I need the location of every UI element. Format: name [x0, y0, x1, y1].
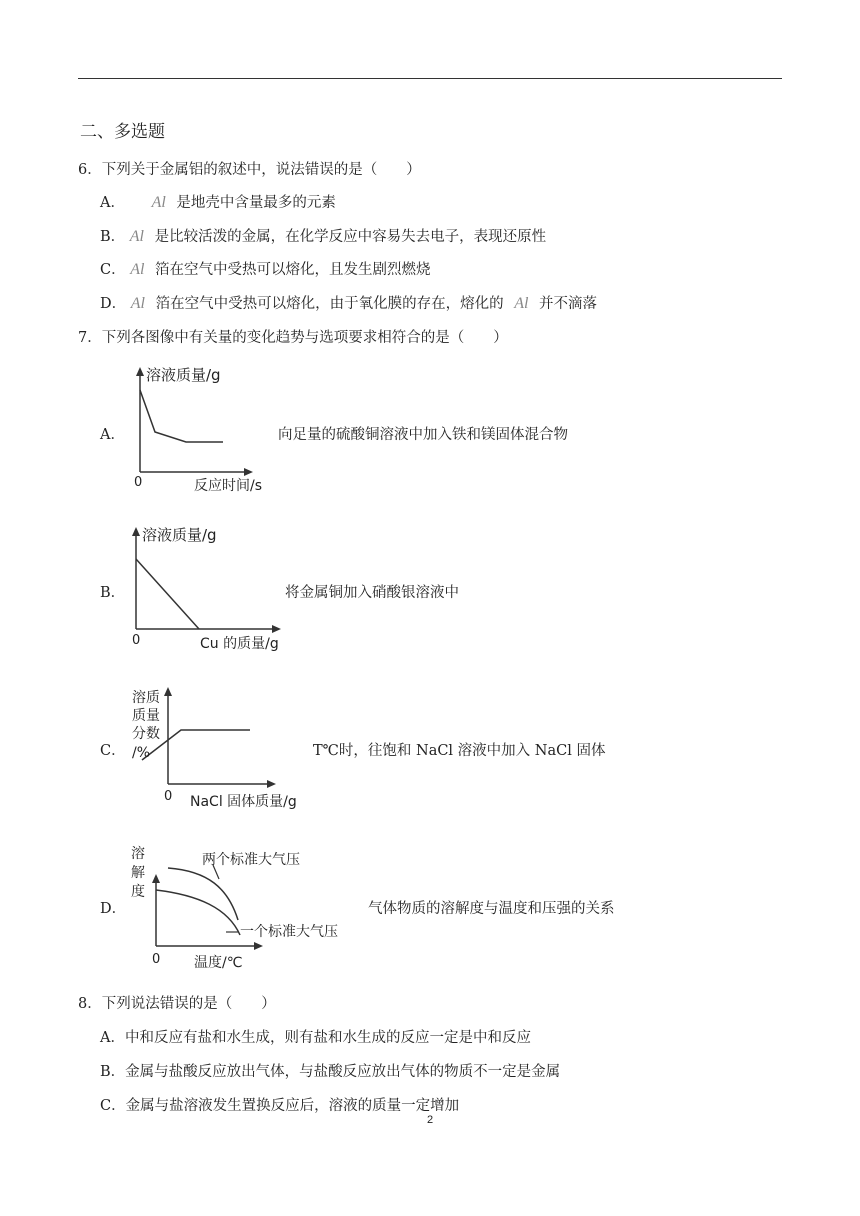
graph-b-origin: 0: [132, 633, 141, 648]
graph-d-ylabel-3: 度: [131, 884, 145, 900]
q7-option-b-label: B．: [100, 585, 126, 601]
al-symbol: Al: [151, 194, 166, 211]
q7-option-b-desc: 将金属铜加入硝酸银溶液中: [285, 585, 459, 601]
q7-option-a-label: A．: [100, 427, 125, 443]
question-7-stem: 7．下列各图像中有关量的变化趋势与选项要求相符合的是（ ）: [78, 330, 508, 346]
graph-b-ylabel: 溶液质量/g: [142, 526, 217, 544]
al-symbol: Al: [129, 228, 144, 245]
q6-option-b-text: 是比较活泼的金属，在化学反应中容易失去电子，表现还原性: [154, 229, 547, 245]
q7-option-c-label: C．: [100, 743, 126, 759]
q6-option-a-text: 是地壳中含量最多的元素: [176, 195, 336, 211]
graph-d-origin: 0: [152, 952, 161, 967]
graph-a-curve: [140, 390, 223, 442]
al-symbol: Al: [514, 295, 529, 312]
q6-option-c-label: C．: [100, 262, 126, 278]
al-symbol: Al: [130, 295, 145, 312]
q7-graph-d: [128, 843, 354, 973]
graph-c-ylabel-4: /%: [132, 745, 151, 761]
q6-option-d-text1: 箔在空气中受热可以熔化，由于氧化膜的存在，熔化的: [155, 296, 504, 312]
graph-d-bottom-label: 一个标准大气压: [240, 924, 338, 940]
section-title: 二、多选题: [80, 122, 165, 142]
q8-option-a: A．中和反应有盐和水生成，则有盐和水生成的反应一定是中和反应: [100, 1030, 531, 1046]
q7-graph-c: [126, 682, 308, 812]
graph-d-ylabel-2: 解: [131, 865, 145, 881]
q8-option-b: B．金属与盐酸反应放出气体，与盐酸反应放出气体的物质不一定是金属: [100, 1064, 561, 1080]
q7-option-a-desc: 向足量的硫酸铜溶液中加入铁和镁固体混合物: [278, 427, 568, 443]
q6-option-c: [100, 258, 431, 279]
question-6-stem: 6．下列关于金属铝的叙述中，说法错误的是（ ）: [78, 162, 421, 178]
q6-option-d-text2: 并不滴落: [539, 296, 598, 312]
q6-option-a-label: A．: [100, 195, 125, 211]
graph-b-curve: [136, 559, 199, 629]
q7-graph-a: [128, 362, 278, 497]
graph-c-ylabel-1: 溶质: [132, 690, 160, 706]
question-8-stem: 8．下列说法错误的是（ ）: [78, 996, 276, 1012]
graph-c-origin: 0: [164, 789, 173, 804]
q8-option-c: C．金属与盐溶液发生置换反应后，溶液的质量一定增加: [100, 1098, 460, 1114]
graph-d-ylabel-1: 溶: [131, 846, 145, 862]
graph-a-origin: 0: [134, 475, 143, 490]
q7-option-c-desc: T℃时，往饱和 NaCl 溶液中加入 NaCl 固体: [313, 743, 606, 759]
graph-c-ylabel-3: 分数: [132, 726, 160, 742]
graph-d-xlabel: 温度/℃: [194, 955, 243, 971]
al-symbol: Al: [130, 261, 145, 278]
q6-option-b-label: B．: [100, 229, 126, 245]
q6-option-b: [100, 225, 546, 246]
graph-b-xlabel: Cu 的质量/g: [200, 636, 279, 652]
graph-c-ylabel-2: 质量: [132, 708, 160, 724]
graph-d-top-label: 两个标准大气压: [202, 852, 300, 868]
q6-option-d: [100, 292, 597, 313]
graph-c-xlabel: NaCl 固体质量/g: [190, 794, 297, 810]
q6-option-c-text: 箔在空气中受热可以熔化，且发生剧烈燃烧: [155, 262, 431, 278]
graph-a-ylabel: 溶液质量/g: [146, 366, 221, 384]
graph-a-xlabel: 反应时间/s: [194, 478, 263, 494]
header-rule: [78, 78, 782, 79]
q7-graph-b: [124, 522, 284, 657]
q6-option-d-label: D．: [100, 296, 127, 312]
page-number: 2: [426, 1114, 434, 1126]
q7-option-d-label: D．: [100, 901, 127, 917]
q6-option-a: [100, 191, 336, 212]
q7-option-d-desc: 气体物质的溶解度与温度和压强的关系: [368, 901, 615, 917]
